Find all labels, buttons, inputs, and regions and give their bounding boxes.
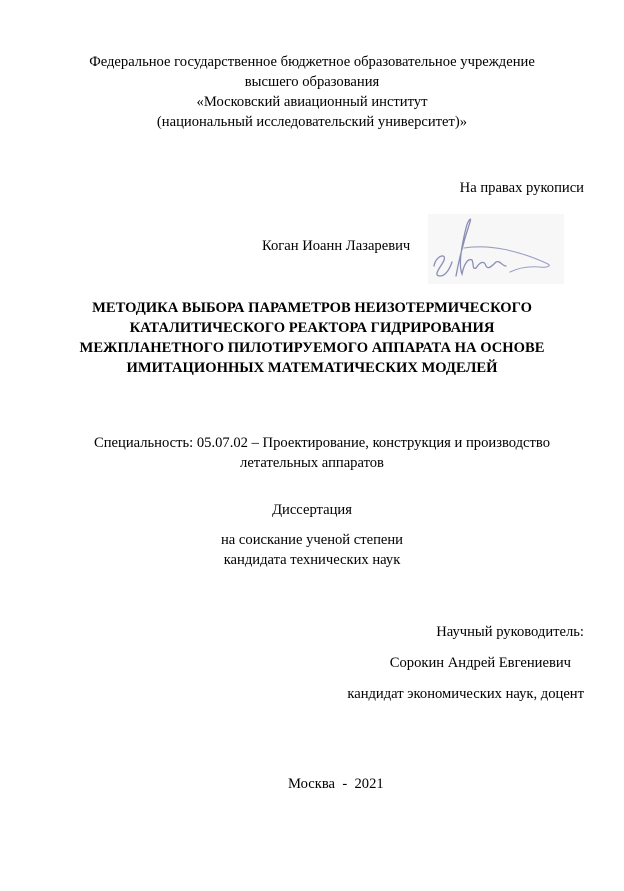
document-type: Диссертация (272, 502, 352, 518)
institution-line-4: (национальный исследовательский университет)» (156, 114, 468, 130)
supervisor-credentials: кандидат экономических наук, доцент (347, 686, 584, 702)
institution-line-1: Федеральное государственное бюджетное образовательное учреждение (89, 54, 535, 70)
degree-line-1: на соискание ученой степени (220, 532, 403, 548)
thesis-title-line-1: МЕТОДИКА ВЫБОРА ПАРАМЕТРОВ НЕИЗОТЕРМИЧЕСКОГО (92, 300, 532, 316)
institution-line-2: высшего образования (244, 74, 380, 90)
supervisor-name: Сорокин Андрей Евгениевич (389, 655, 571, 671)
signature-icon (428, 214, 564, 284)
degree-line-2: кандидата технических наук (223, 552, 401, 568)
institution-line-3: «Московский авиационный институт (196, 94, 428, 110)
thesis-title-line-4: ИМИТАЦИОННЫХ МАТЕМАТИЧЕСКИХ МОДЕЛЕЙ (126, 360, 498, 376)
author-name: Коган Иоанн Лазаревич (262, 238, 411, 254)
thesis-title-line-2: КАТАЛИТИЧЕСКОГО РЕАКТОРА ГИДРИРОВАНИЯ (129, 320, 495, 336)
supervisor-label: Научный руководитель: (436, 624, 584, 640)
thesis-title-line-3: МЕЖПЛАНЕТНОГО ПИЛОТИРУЕМОГО АППАРАТА НА ОСНОВЕ (79, 340, 545, 356)
manuscript-note: На правах рукописи (459, 180, 584, 196)
city-year: Москва - 2021 (288, 776, 384, 792)
specialty-line-1: Специальность: 05.07.02 – Проектирование, конструкция и производство (93, 435, 550, 451)
specialty-line-2: летательных аппаратов (240, 455, 384, 471)
